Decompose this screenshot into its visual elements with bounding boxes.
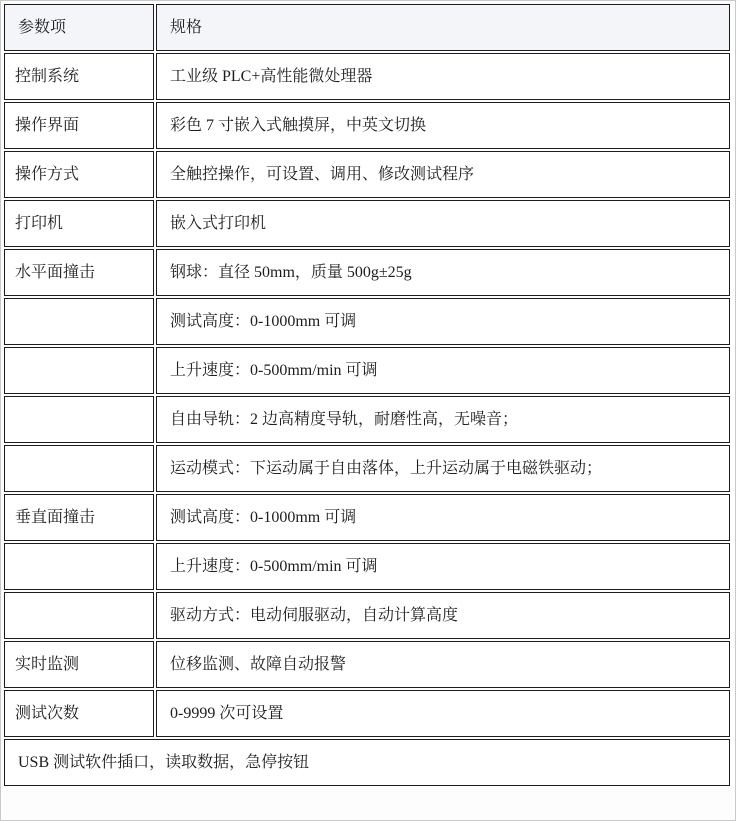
spec-cell: 测试高度：0-1000mm 可调 [156, 298, 730, 345]
param-cell [4, 592, 154, 639]
table-row [4, 151, 730, 198]
table-row [4, 494, 730, 541]
spec-cell: 驱动方式：电动伺服驱动，自动计算高度 [156, 592, 730, 639]
spec-cell: 上升速度：0-500mm/min 可调 [156, 347, 730, 394]
header-param: 参数项 [4, 4, 154, 51]
footer-row [4, 739, 730, 786]
spec-cell: 测试高度：0-1000mm 可调 [156, 494, 730, 541]
spec-cell: 嵌入式打印机 [156, 200, 730, 247]
spec-cell: 钢球：直径 50mm，质量 500g±25g [156, 249, 730, 296]
spec-cell: 运动模式：下运动属于自由落体，上升运动属于电磁铁驱动； [156, 445, 730, 492]
table-row [4, 543, 730, 590]
footer-cell: USB 测试软件插口，读取数据，急停按钮 [4, 739, 730, 786]
param-cell: 控制系统 [4, 53, 154, 100]
spec-cell: 工业级 PLC+高性能微处理器 [156, 53, 730, 100]
table-row [4, 249, 730, 296]
table-row [4, 690, 730, 737]
table-row [4, 347, 730, 394]
header-row [4, 4, 730, 51]
param-cell [4, 445, 154, 492]
param-cell: 水平面撞击 [4, 249, 154, 296]
spec-cell: 彩色 7 寸嵌入式触摸屏，中英文切换 [156, 102, 730, 149]
param-cell: 垂直面撞击 [4, 494, 154, 541]
spec-table [2, 2, 732, 788]
spec-cell: 上升速度：0-500mm/min 可调 [156, 543, 730, 590]
param-cell: 打印机 [4, 200, 154, 247]
spec-cell: 0-9999 次可设置 [156, 690, 730, 737]
table-row [4, 53, 730, 100]
table-row [4, 298, 730, 345]
table-row [4, 592, 730, 639]
table-row [4, 396, 730, 443]
table-row [4, 641, 730, 688]
param-cell [4, 347, 154, 394]
table-row [4, 445, 730, 492]
table-row [4, 102, 730, 149]
param-cell: 操作界面 [4, 102, 154, 149]
table-row [4, 200, 730, 247]
header-spec: 规格 [156, 4, 730, 51]
spec-cell: 自由导轨：2 边高精度导轨，耐磨性高，无噪音； [156, 396, 730, 443]
param-cell [4, 543, 154, 590]
param-cell: 测试次数 [4, 690, 154, 737]
param-cell: 操作方式 [4, 151, 154, 198]
param-cell: 实时监测 [4, 641, 154, 688]
spec-cell: 全触控操作，可设置、调用、修改测试程序 [156, 151, 730, 198]
param-cell [4, 298, 154, 345]
param-cell [4, 396, 154, 443]
spec-cell: 位移监测、故障自动报警 [156, 641, 730, 688]
